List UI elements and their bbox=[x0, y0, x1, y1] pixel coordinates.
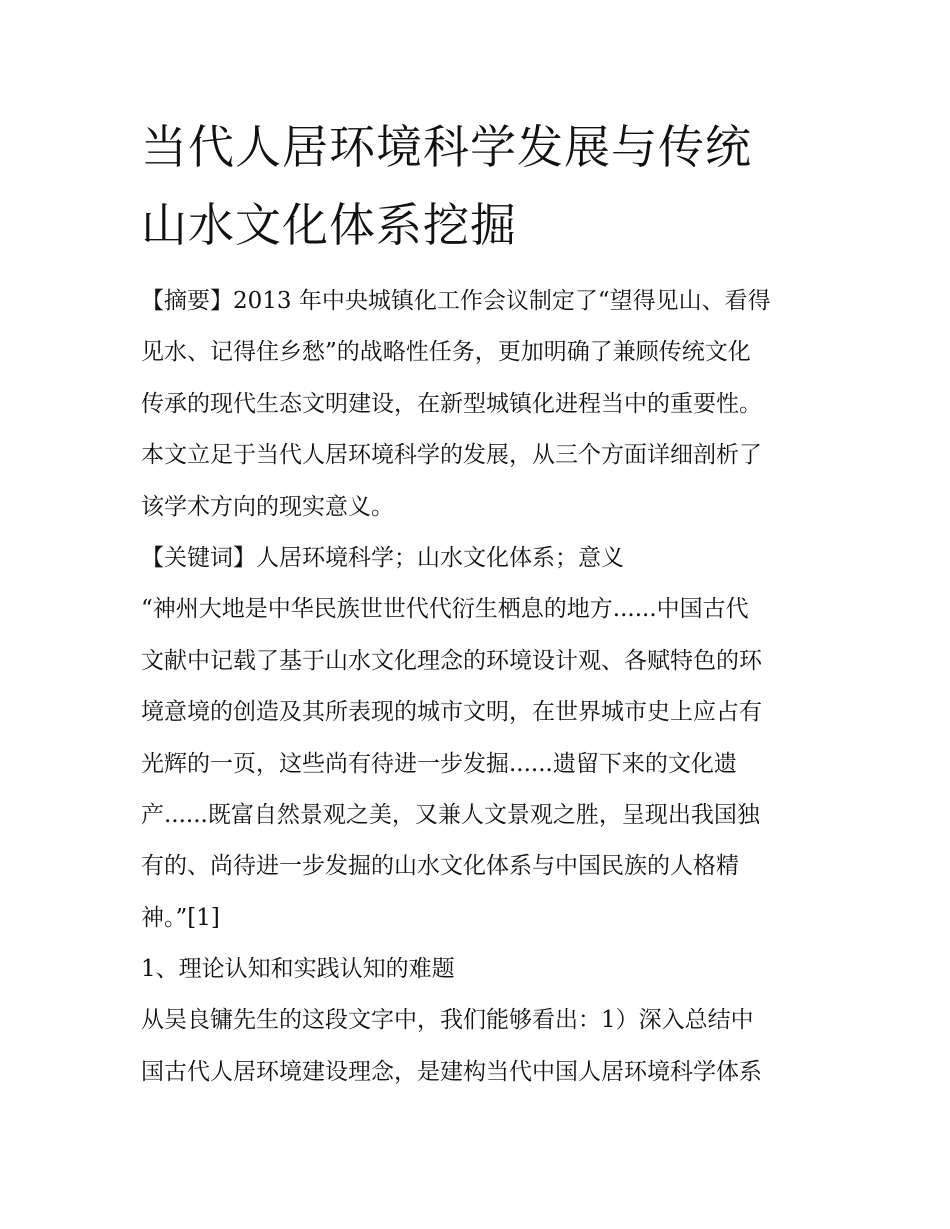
section-heading bbox=[141, 944, 821, 995]
abstract-line: 该学术方向的现实意义。 bbox=[141, 493, 394, 520]
quote-line: 光辉的一页，这些尚有待进一步发掘......遗留下来的文化遗 bbox=[141, 750, 737, 777]
quote-line: “神州大地是中华民族世世代代衍生栖息的地方......中国古代 bbox=[141, 596, 749, 623]
section-paragraph bbox=[141, 995, 821, 1098]
quote-line: 产......既富自然景观之美，又兼人文景观之胜，呈现出我国独 bbox=[141, 801, 760, 828]
quote-line: 境意境的创造及其所表现的城市文明，在世界城市史上应占有 bbox=[141, 699, 762, 726]
document-title bbox=[141, 108, 821, 264]
document-body bbox=[141, 276, 821, 1098]
quote-line: 文献中记载了基于山水文化理念的环境设计观、各赋特色的环 bbox=[141, 647, 762, 674]
quote-line: 有的、尚待进一步发掘的山水文化体系与中国民族的人格精 bbox=[141, 853, 739, 880]
abstract-line: 传承的现代生态文明建设，在新型城镇化进程当中的重要性。 bbox=[141, 390, 762, 417]
title-line: 当代人居环境科学发展与传统 bbox=[141, 120, 752, 174]
section-line: 国古代人居环境建设理念，是建构当代中国人居环境科学体系 bbox=[141, 1058, 762, 1085]
abstract-paragraph bbox=[141, 276, 821, 533]
keywords-line: 【关键词】人居环境科学；山水文化体系；意义 bbox=[141, 544, 624, 571]
quote-paragraph bbox=[141, 584, 821, 944]
abstract-line: 见水、记得住乡愁”的战略性任务，更加明确了兼顾传统文化 bbox=[141, 339, 751, 366]
title-line: 山水文化体系挖掘 bbox=[141, 198, 517, 252]
keywords-paragraph bbox=[141, 533, 821, 584]
section-line: 从吴良镛先生的这段文字中，我们能够看出：1）深入总结中 bbox=[141, 1007, 754, 1034]
abstract-line: 【摘要】2013 年中央城镇化工作会议制定了“望得见山、看得 bbox=[141, 288, 771, 314]
quote-line: 神。”[1] bbox=[141, 904, 220, 931]
abstract-line: 本文立足于当代人居环境科学的发展，从三个方面详细剖析了 bbox=[141, 442, 762, 469]
section-heading-text: 1、理论认知和实践认知的难题 bbox=[141, 956, 455, 983]
